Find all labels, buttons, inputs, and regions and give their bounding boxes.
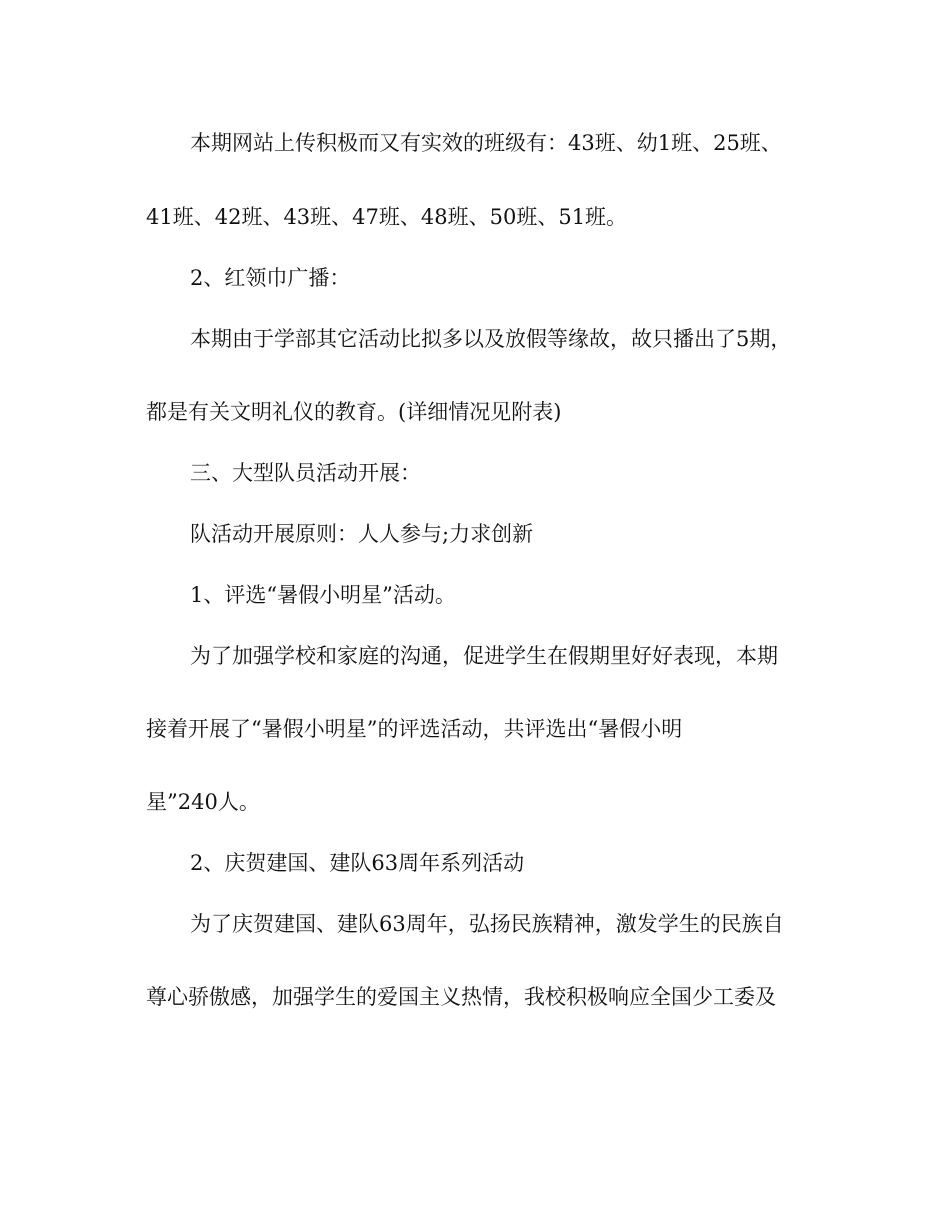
paragraph-line: 41班、42班、43班、47班、48班、50班、51班。 xyxy=(146,205,628,229)
paragraph-line: 为了庆贺建国、建队63周年，弘扬民族精神，激发学生的民族自 xyxy=(190,912,784,936)
paragraph-line: 队活动开展原则：人人参与;力求创新 xyxy=(190,522,534,546)
section-heading: 三、大型队员活动开展： xyxy=(190,461,421,485)
section-heading: 2、庆贺建国、建队63周年系列活动 xyxy=(190,851,525,875)
paragraph-line: 为了加强学校和家庭的沟通，促进学生在假期里好好表现，本期 xyxy=(190,644,778,668)
section-heading: 2、红领巾广播： xyxy=(190,266,351,290)
paragraph-line: 尊心骄傲感，加强学生的爱国主义热情，我校积极响应全国少工委及 xyxy=(146,985,776,1009)
paragraph-line: 星”240人。 xyxy=(146,790,260,814)
paragraph-line: 本期网站上传积极而又有实效的班级有：43班、幼1班、25班、 xyxy=(190,131,782,155)
paragraph-line: 接着开展了“暑假小明星”的评选活动，共评选出“暑假小明 xyxy=(146,717,683,741)
paragraph-line: 都是有关文明礼仪的教育。(详细情况见附表) xyxy=(146,400,562,424)
section-heading: 1、评选“暑假小明星”活动。 xyxy=(190,583,456,607)
paragraph-line: 本期由于学部其它活动比拟多以及放假等缘故，故只播出了5期， xyxy=(190,327,792,351)
